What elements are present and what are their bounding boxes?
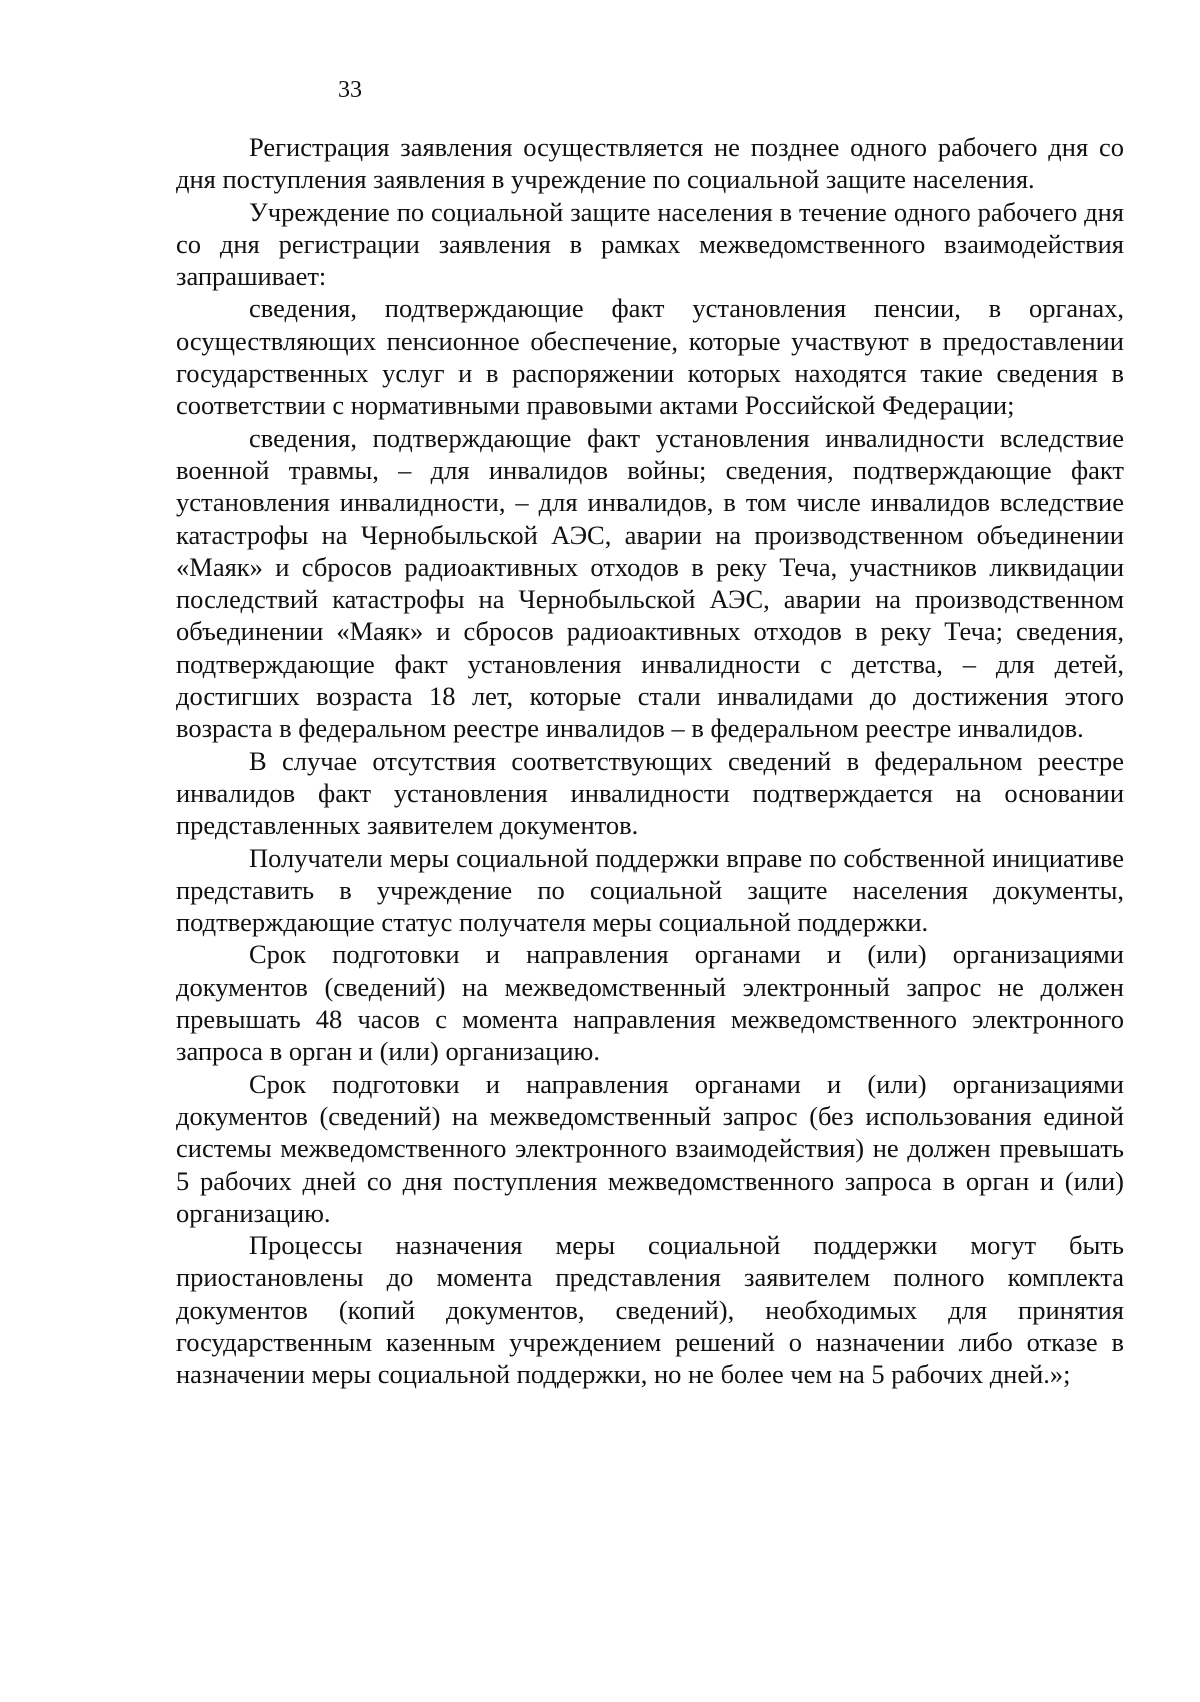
document-body [176, 131, 1124, 1391]
paragraph-recipient-initiative: Получатели меры социальной поддержки вправе по собственной инициативе представить в учреждение по социальной защите населения документы, подтверждающие статус получателя меры социальной поддержки. [176, 842, 1124, 938]
paragraph-registration: Регистрация заявления осуществляется не позднее одного рабочего дня со дня поступления заявления в учреждение по социальной защите населения. [176, 132, 1124, 195]
paragraph-suspension: Процессы назначения меры социальной поддержки могут быть приостановлены до момента представления заявителем полного комплекта документов (копий документов, сведений), необходимых для принятия государственным казенным учреждением решений о назначении либо отказе в назначении меры социальной поддержки, но не более чем на 5 рабочих дней.»; [176, 1230, 1124, 1390]
paragraph-missing-registry-info: В случае отсутствия соответствующих сведений в федеральном реестре инвалидов факт установления инвалидности подтверждается на основании представленных заявителем документов. [176, 745, 1124, 841]
page-number: 33 [338, 77, 362, 103]
paragraph-paper-request-term: Срок подготовки и направления органами и (или) организациями документов (сведений) на межведомственный запрос (без использования единой системы межведомственного электронного взаимодействия) не должен превышать 5 рабочих дней со дня поступления межведомственного запроса в орган и (или) организацию. [176, 1068, 1124, 1228]
paragraph-interagency-request: Учреждение по социальной защите населения в течение одного рабочего дня со дня регистрации заявления в рамках межведомственного взаимодействия запрашивает: [176, 196, 1124, 292]
paragraph-pension-info: сведения, подтверждающие факт установления пенсии, в органах, осуществляющих пенсионное обеспечение, которые участвуют в предоставлении государственных услуг и в распоряжении которых находятся такие сведения в соответствии с нормативными правовыми актами Российской Федерации; [176, 293, 1124, 421]
paragraph-electronic-request-term: Срок подготовки и направления органами и (или) организациями документов (сведений) на межведомственный электронный запрос не должен превышать 48 часов с момента направления межведомственного электронного запроса в орган и (или) организацию. [176, 939, 1124, 1067]
paragraph-disability-info: сведения, подтверждающие факт установления инвалидности вследствие военной травмы, – для инвалидов войны; сведения, подтверждающие факт установления инвалидности, – для инвалидов, в том числе инвалидов вследствие катастрофы на Чернобыльской АЭС, аварии на производственном объединении «Маяк» и сбросов радиоактивных отходов в реку Теча, участников ликвидации последствий катастрофы на Чернобыльской АЭС, аварии на производственном объединении «Маяк» и сбросов радиоактивных отходов в реку Теча; сведения, подтверждающие факт установления инвалидности с детства, – для детей, достигших возраста 18 лет, которые стали инвалидами до достижения этого возраста в федеральном реестре инвалидов – в федеральном реестре инвалидов. [176, 422, 1124, 744]
